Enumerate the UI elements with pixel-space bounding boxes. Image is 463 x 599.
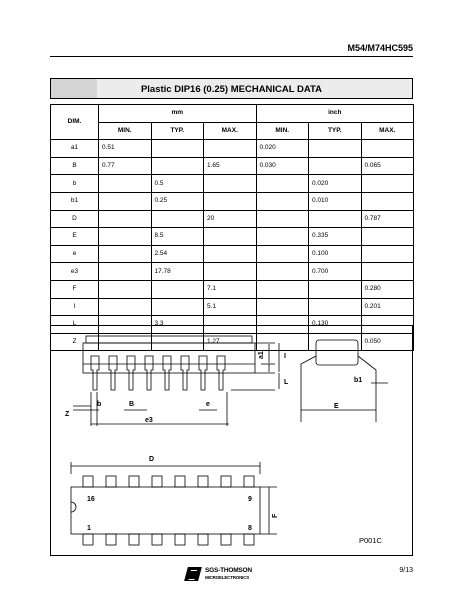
part-number-header: M54/M74HC595 <box>347 43 413 53</box>
value-cell: 3.3 <box>151 316 204 334</box>
brand-subtitle: MICROELECTRONICS <box>205 575 250 580</box>
mm-group-header: mm <box>99 105 257 123</box>
sub-header-inch-typ: TYP. <box>309 122 362 140</box>
dim-label-L: L <box>284 379 289 386</box>
value-cell: 0.030 <box>256 157 309 175</box>
table-row <box>51 263 414 281</box>
value-cell: 0.700 <box>309 263 362 281</box>
value-cell <box>309 280 362 298</box>
pin1-notch <box>71 502 76 512</box>
mechanical-data-title <box>50 78 413 99</box>
value-cell: 0.5 <box>151 175 204 193</box>
value-cell: 0.100 <box>309 245 362 263</box>
table-row <box>51 192 414 210</box>
value-cell <box>361 263 414 281</box>
value-cell: 5.1 <box>204 298 257 316</box>
sub-header-mm-typ: TYP. <box>151 122 204 140</box>
value-cell <box>204 228 257 246</box>
drawing-code: P001C <box>359 536 382 545</box>
value-cell: 0.065 <box>361 157 414 175</box>
dim-label-F: F <box>272 513 279 518</box>
value-cell <box>151 298 204 316</box>
dim-label-B: B <box>129 401 135 408</box>
value-cell <box>204 175 257 193</box>
value-cell: 8.5 <box>151 228 204 246</box>
title-shade <box>51 79 97 98</box>
value-cell <box>99 245 152 263</box>
value-cell: 1.27 <box>204 333 257 351</box>
value-cell <box>361 140 414 158</box>
dim-cell: I <box>51 298 99 316</box>
value-cell <box>256 263 309 281</box>
value-cell: 0.010 <box>309 192 362 210</box>
value-cell: 2.54 <box>151 245 204 263</box>
value-cell: 20 <box>204 210 257 228</box>
dim-header: DIM. <box>51 105 99 140</box>
value-cell <box>99 192 152 210</box>
dim-label-E: E <box>334 403 339 410</box>
value-cell <box>151 280 204 298</box>
table-row <box>51 157 414 175</box>
value-cell <box>309 140 362 158</box>
sub-header-mm-min: MIN. <box>99 122 152 140</box>
page-number: 9/13 <box>399 567 413 574</box>
package-drawing-svg <box>51 326 414 557</box>
dim-cell: F <box>51 280 99 298</box>
value-cell <box>99 280 152 298</box>
pin-label-9: 9 <box>248 496 252 503</box>
value-cell: 0.787 <box>361 210 414 228</box>
value-cell <box>256 228 309 246</box>
sub-header-inch-min: MIN. <box>256 122 309 140</box>
table-row <box>51 228 414 246</box>
title-text: Plastic DIP16 (0.25) MECHANICAL DATA <box>140 84 323 95</box>
dim-label-a1: a1 <box>258 351 265 359</box>
dim-cell: D <box>51 210 99 228</box>
header-rule <box>50 56 413 57</box>
value-cell <box>309 298 362 316</box>
pin-label-8: 8 <box>248 525 252 532</box>
top-view-pins-upper <box>83 476 254 487</box>
value-cell <box>99 210 152 228</box>
top-view-pins-lower <box>83 534 254 545</box>
value-cell <box>204 140 257 158</box>
value-cell <box>256 175 309 193</box>
inch-group-header: inch <box>256 105 414 123</box>
value-cell <box>151 210 204 228</box>
brand-name: SGS-THOMSON <box>205 567 252 574</box>
value-cell <box>361 228 414 246</box>
value-cell <box>99 175 152 193</box>
value-cell: 0.020 <box>256 140 309 158</box>
value-cell <box>256 298 309 316</box>
value-cell: 0.77 <box>99 157 152 175</box>
value-cell <box>151 157 204 175</box>
sub-header-inch-max: MAX. <box>361 122 414 140</box>
dim-cell: B <box>51 157 99 175</box>
value-cell: 0.51 <box>99 140 152 158</box>
value-cell: 0.050 <box>361 333 414 351</box>
value-cell: 1.65 <box>204 157 257 175</box>
value-cell <box>204 245 257 263</box>
pin-label-1: 1 <box>87 525 91 532</box>
value-cell: 0.280 <box>361 280 414 298</box>
dim-label-b: b <box>97 401 102 408</box>
st-logo-icon <box>184 567 202 581</box>
sub-header-mm-max: MAX. <box>204 122 257 140</box>
end-view-left-lead <box>301 356 316 414</box>
top-view-body <box>71 487 260 534</box>
company-logo <box>186 567 281 583</box>
value-cell <box>204 263 257 281</box>
value-cell <box>256 192 309 210</box>
dim-cell: e <box>51 245 99 263</box>
value-cell <box>256 280 309 298</box>
table-sub-header-row <box>51 122 414 140</box>
end-view-right-lead <box>358 356 376 414</box>
dim-label-I: I <box>284 353 286 360</box>
dim-cell: L <box>51 316 99 334</box>
value-cell <box>361 175 414 193</box>
side-view-top-ridge <box>86 336 252 343</box>
dim-label-Z: Z <box>65 411 70 418</box>
table-row <box>51 298 414 316</box>
dim-cell: a1 <box>51 140 99 158</box>
dim-cell: b1 <box>51 192 99 210</box>
mechanical-data-table <box>50 104 414 351</box>
dim-label-e3: e3 <box>145 417 153 424</box>
value-cell <box>361 192 414 210</box>
value-cell: 0.335 <box>309 228 362 246</box>
value-cell <box>151 140 204 158</box>
value-cell <box>99 228 152 246</box>
table-row <box>51 140 414 158</box>
dim-cell: b <box>51 175 99 193</box>
value-cell <box>256 245 309 263</box>
value-cell: 0.25 <box>151 192 204 210</box>
value-cell <box>99 298 152 316</box>
pin-label-16: 16 <box>87 496 95 503</box>
end-view-body <box>316 340 358 365</box>
value-cell: 7.1 <box>204 280 257 298</box>
value-cell: 0.020 <box>309 175 362 193</box>
table-row <box>51 175 414 193</box>
value-cell: 0.201 <box>361 298 414 316</box>
dim-cell: Z <box>51 333 99 351</box>
dim-label-b1: b1 <box>354 377 363 384</box>
dim-cell: E <box>51 228 99 246</box>
value-cell: 0.130 <box>309 316 362 334</box>
table-group-header-row <box>51 105 414 123</box>
dim-label-e: e <box>206 401 210 408</box>
dim-label-D: D <box>149 456 155 463</box>
value-cell: 17.78 <box>151 263 204 281</box>
table-row <box>51 280 414 298</box>
dim-cell: e3 <box>51 263 99 281</box>
package-drawing <box>50 325 413 556</box>
value-cell <box>204 192 257 210</box>
value-cell <box>361 245 414 263</box>
table-row <box>51 210 414 228</box>
value-cell <box>256 210 309 228</box>
value-cell <box>99 263 152 281</box>
value-cell <box>309 157 362 175</box>
value-cell <box>309 210 362 228</box>
table-row <box>51 245 414 263</box>
